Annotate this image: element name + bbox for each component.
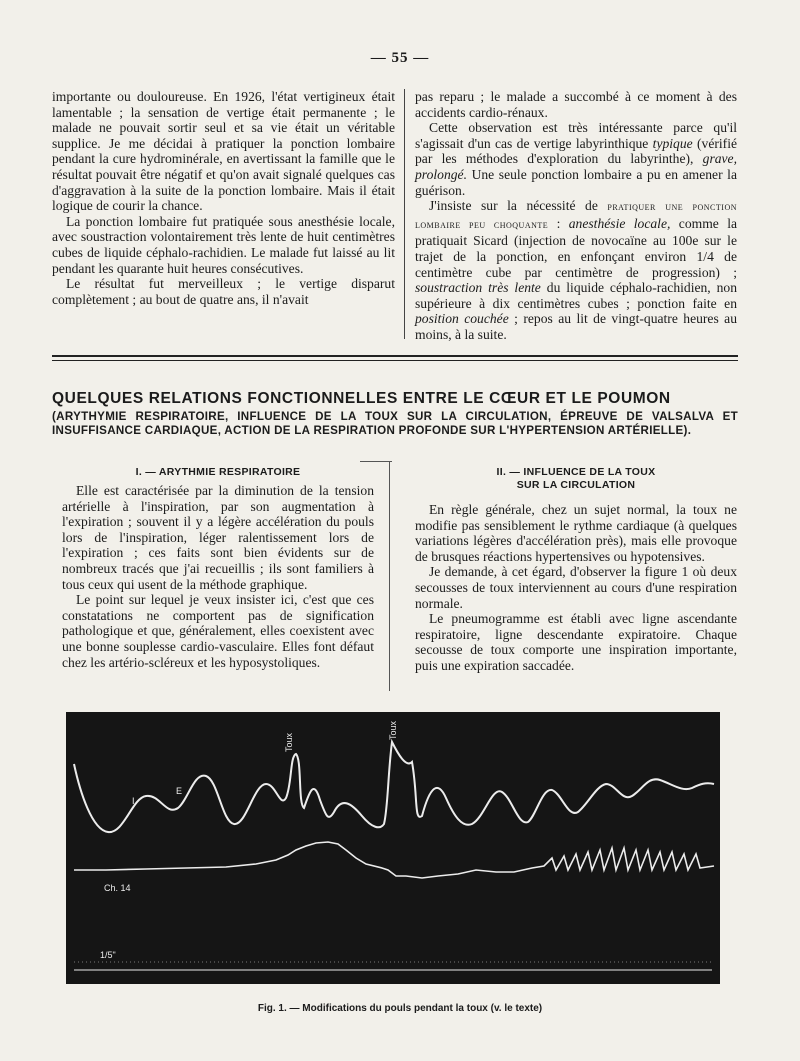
paragraph: importante ou douloureuse. En 1926, l'état vertigineux était lamentable ; la sensation de vertige était permanente ; le malade ne pouvait sortir seul et sa vie était un véritable supplice. Je me décidai à pratiquer la ponction lombaire pendant la cure hydrominérale, en avertissant la famille que le résultat pouvait être négatif et qu'on avait signalé quelques cas d'aggravation à la suite de la ponction lombaire. Mais il était logique de courir la chance. [52,89,395,214]
paragraph: La ponction lombaire fut pratiquée sous anesthésie locale, avec soustraction volontairement très lente de huit centimètres cubes de liquide céphalo-rachidien. Le malade fut laissé au lit pendant les quarante huit heures consécutives. [52,213,395,276]
emphasis-text: position couchée [415,311,509,327]
toux-label-2: Toux [388,720,398,740]
paragraph: Je demande, à cet égard, d'observer la figure 1 où deux secousses de toux interviennent au cours d'une respiration normale. [415,564,737,611]
emphasis-text: soustraction très lente [415,280,541,296]
paragraph: Elle est caractérisée par la diminution de la tension artérielle à l'inspiration, par son augmentation à l'expiration ; souvent il y a légère accélération du pouls lors de l'inspiration, léger ralentissement lors de l'expiration ; ces faits sont bien évidents sur de nombreux tracés que j'ai recueillis ; ils sont familiers à tous ceux qui usent de la méthode graphique. [62,483,374,592]
paragraph: Le pneumogramme est établi avec ligne ascendante respiratoire, ligne descendante expiratoire. Chaque secousse de toux comporte une inspiration importante, puis une expiration saccadée. [415,611,737,673]
column-divider [360,461,392,462]
paragraph [415,198,737,342]
expiration-mark-label: E [176,786,183,796]
figure-pulse-tracing [66,712,720,984]
text-run: comme la pratiquait Sicard (injection de novocaïne au 100e sur le trajet de la ponction, en enfonçant environ 1/4 de centimètre cube par centimètre de progression) ; [415,215,738,280]
channel-label: Ch. 14 [104,883,131,893]
emphasis-text: anesthésie locale, [568,215,671,231]
top-left-column [52,89,395,307]
paragraph: En règle générale, chez un sujet normal, la toux ne modifie pas sensiblement le rythme cardiaque (à quelques variations légères d'accélération près), mais elle provoque de brusques réactions hypertensives ou hypotensives. [415,502,737,564]
subsection-1-column [62,466,374,670]
time-scale-label: 1/5" [100,950,116,960]
subsection-heading: I. — ARYTHMIE RESPIRATOIRE [135,466,301,478]
small-caps-text: pratiquer une ponction lombaire peu choquante [415,201,737,231]
text-run: J'insiste sur la nécessité de [429,198,608,214]
figure-caption: Fig. 1. — Modifications du pouls pendant la toux (v. le texte) [257,1003,543,1014]
paragraph: Le résultat fut merveilleux ; le vertige disparut complètement ; au bout de quatre ans, il n'avait [52,276,395,307]
emphasis-text: grave, prolongé. [415,151,737,182]
tracing-svg [66,712,720,984]
text-run: Cette observation est très intéressante parce qu'il s'agissait d'un cas de vertige labyrinthique [415,120,737,151]
emphasis-text: typique [652,135,693,151]
paragraph [415,120,737,198]
section-separator-rule [52,360,738,361]
tracing-background [66,712,720,984]
inspiration-mark-label: I [132,796,135,806]
section-title: QUELQUES RELATIONS FONCTIONNELLES ENTRE LE CŒUR ET LE POUMON [52,390,671,407]
text-run: ; repos au lit de vingt-quatre heures au moins, à la suite. [415,311,737,342]
column-divider [389,461,390,691]
paragraph: pas reparu ; le malade a succombé à ce moment à des accidents cardio-rénaux. [415,89,737,120]
text-run: (vérifié par les méthodes d'exploration du labyrinthe), [415,135,738,167]
column-divider [404,89,405,339]
subsection-2-column [415,466,737,674]
subsection-heading: II. — INFLUENCE DE LA TOUX [496,466,656,478]
subsection-heading: SUR LA CIRCULATION [516,479,636,491]
section-subtitle: (ARYTHYMIE RESPIRATOIRE, INFLUENCE DE LA TOUX SUR LA CIRCULATION, ÉPREUVE DE VALSALVA ET INSUFFISANCE CARDIAQUE, ACTION DE LA RESPIRATION PROFONDE SUR L'HYPERTENSION ARTÉRIELLE). [52,410,738,437]
section-separator-rule [52,355,738,357]
page-number: — 55 — [370,50,430,66]
paragraph: Le point sur lequel je veux insister ici, c'est que ces constatations ne comportent pas de signification pathologique et que, généralement, elles coexistent avec une bonne souplesse cardio-vasculaire. Elles font défaut chez les artério-scléreux et les hyposystoliques. [62,592,374,670]
top-right-column [415,89,737,343]
toux-label-1: Toux [284,732,294,752]
text-run: Une seule ponction lombaire a pu en amener la guérison. [415,166,737,198]
text-run: du liquide céphalo-rachidien, non supérieure à dix centimètres cubes ; ponction faite en [415,280,737,311]
text-run: : [548,215,569,231]
